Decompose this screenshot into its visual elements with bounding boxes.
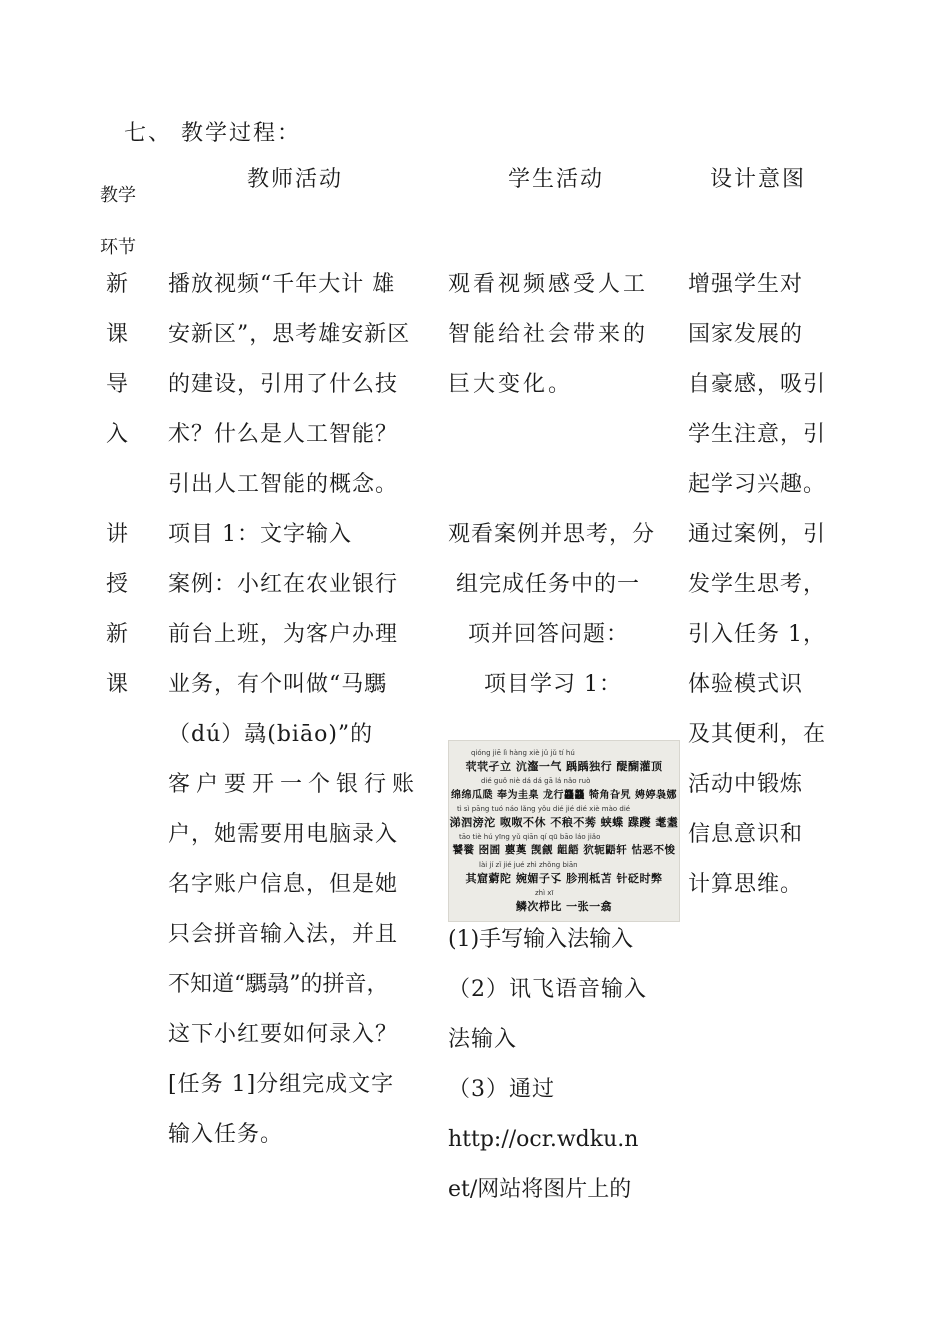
header-stage	[100, 170, 150, 274]
row1-intent	[688, 260, 838, 510]
idiom-pinyin: dié guǒ niè dá dá gā lá nǎo ruò	[481, 777, 591, 785]
text-line: 体验模式识	[688, 672, 804, 697]
row2-student-bottom	[448, 915, 678, 1215]
text-line: 名字账户信息，但是她	[168, 872, 399, 897]
text-line: （dú）骉(biāo)”的	[168, 722, 374, 747]
row2-stage	[106, 510, 136, 710]
text-line: 项目学习 1：	[484, 672, 622, 697]
text-line: 播放视频“千年大计 雄	[168, 272, 396, 297]
header-stage-line: 教学	[100, 185, 136, 206]
stage-char: 讲	[106, 522, 129, 547]
idiom-row	[449, 833, 679, 857]
row1-student	[448, 260, 678, 410]
idiom-pinyin: tì sì pāng tuó náo lǎng yǒu dié jié dié xiè mào dié	[457, 805, 631, 813]
header-intent: 设计意图	[710, 167, 807, 192]
idiom-text: 饕餮 囹圄 蘡薁 觊觎 龃龉 狖轭鼯轩 怙恶不悛	[452, 844, 676, 856]
idiom-row	[449, 777, 679, 801]
idiom-pinyin: lài jí zǐ jié jué zhì zhǒng biān	[479, 861, 578, 869]
idiom-image	[448, 740, 680, 922]
text-line: 学生注意，引	[688, 422, 827, 447]
text-line: 国家发展的	[688, 322, 804, 347]
header-stage-line: 环节	[100, 237, 136, 258]
text-line: http://ocr.wdku.n	[448, 1127, 639, 1152]
text-line: 的建设，引用了什么技	[168, 372, 399, 397]
header-student: 学生活动	[508, 167, 605, 192]
text-line: [任务 1]分组完成文字	[168, 1072, 395, 1097]
text-line: 项并回答问题：	[468, 622, 630, 647]
text-line: 输入任务。	[168, 1122, 284, 1147]
idiom-text: 鳞次栉比 一张一翕	[515, 900, 613, 913]
text-line: 观看案例并思考，分	[448, 522, 656, 547]
text-line: 通过案例，引	[688, 522, 827, 547]
idiom-pinyin: zhì xī	[535, 889, 554, 897]
stage-char: 新	[106, 622, 129, 647]
text-line: 信息意识和	[688, 822, 804, 847]
idiom-text: 其窟藭陀 婉媚子孓 胗刑柢苫 针砭时弊	[465, 872, 663, 885]
text-line: 引入任务 1，	[688, 622, 826, 647]
text-line: 及其便利，在	[688, 722, 827, 747]
header-teacher: 教师活动	[247, 167, 344, 192]
text-line: 发学生思考，	[688, 572, 827, 597]
stage-char: 课	[106, 672, 129, 697]
text-line: 不知道“騳骉”的拼音，	[168, 972, 389, 997]
text-line: 项目 1：文字输入	[168, 522, 352, 547]
stage-char: 课	[106, 322, 129, 347]
text-line: （2）讯飞语音输入	[448, 977, 647, 1002]
text-line: 智能给社会带来的	[448, 322, 649, 347]
idiom-pinyin: qióng jiē lì hàng xiè jǔ jǔ tí hú	[471, 749, 575, 757]
text-line: (1)手写输入法输入	[448, 927, 634, 952]
text-line: 巨大变化。	[448, 372, 574, 397]
stage-char: 新	[106, 272, 129, 297]
idiom-text: 茕茕孑立 沆瀣一气 踽踽独行 醍醐灌顶	[465, 760, 663, 773]
text-line: 案例：小红在农业银行	[168, 572, 399, 597]
stage-char: 入	[106, 422, 129, 447]
text-line: 引出人工智能的概念。	[168, 472, 399, 497]
text-line: 计算思维。	[688, 872, 804, 897]
row2-teacher	[168, 510, 438, 1160]
idiom-row	[449, 805, 679, 830]
text-line: 只会拼音输入法，并且	[168, 922, 399, 947]
row2-intent	[688, 510, 848, 910]
text-line: 客户要开一个银行账	[168, 772, 421, 797]
row1-teacher	[168, 260, 438, 510]
text-line: 术？什么是人工智能？	[168, 422, 399, 447]
stage-char: 授	[106, 572, 129, 597]
text-line: 这下小红要如何录入？	[168, 1022, 399, 1047]
text-line: et/网站将图片上的	[448, 1177, 632, 1202]
text-line: 起学习兴趣。	[688, 472, 827, 497]
idiom-row	[449, 861, 679, 886]
text-line: 业务，有个叫做“马騳	[168, 672, 388, 697]
section-title: 七、 教学过程：	[124, 121, 301, 146]
idiom-row	[449, 889, 679, 914]
text-line: 户，她需要用电脑录入	[168, 822, 399, 847]
stage-char: 导	[106, 372, 129, 397]
text-line: 观看视频感受人工	[448, 272, 649, 297]
text-line: 自豪感，吸引	[688, 372, 827, 397]
idiom-pinyin: tāo tiè hú yīng yǔ qiān qí qū bāo láo jiǎo	[459, 833, 601, 841]
text-line: （3）通过	[448, 1077, 555, 1102]
text-line: 增强学生对	[688, 272, 804, 297]
text-line: 前台上班，为客户办理	[168, 622, 399, 647]
idiom-text: 涕泗滂沱 呶呶不休 不稂不莠 蛱蝶 蹀躞 耄耋	[449, 816, 679, 829]
idiom-text: 绵绵瓜瓞 奉为圭臬 龙行龘龘 犄角旮旯 娉婷袅娜	[451, 790, 677, 801]
text-line: 组完成任务中的一	[456, 572, 641, 597]
text-line: 安新区”，思考雄安新区	[168, 322, 411, 347]
row2-student-top	[448, 510, 678, 710]
row1-stage	[106, 260, 136, 460]
idiom-row	[449, 749, 679, 774]
text-line: 活动中锻炼	[688, 772, 804, 797]
text-line: 法输入	[448, 1027, 518, 1052]
